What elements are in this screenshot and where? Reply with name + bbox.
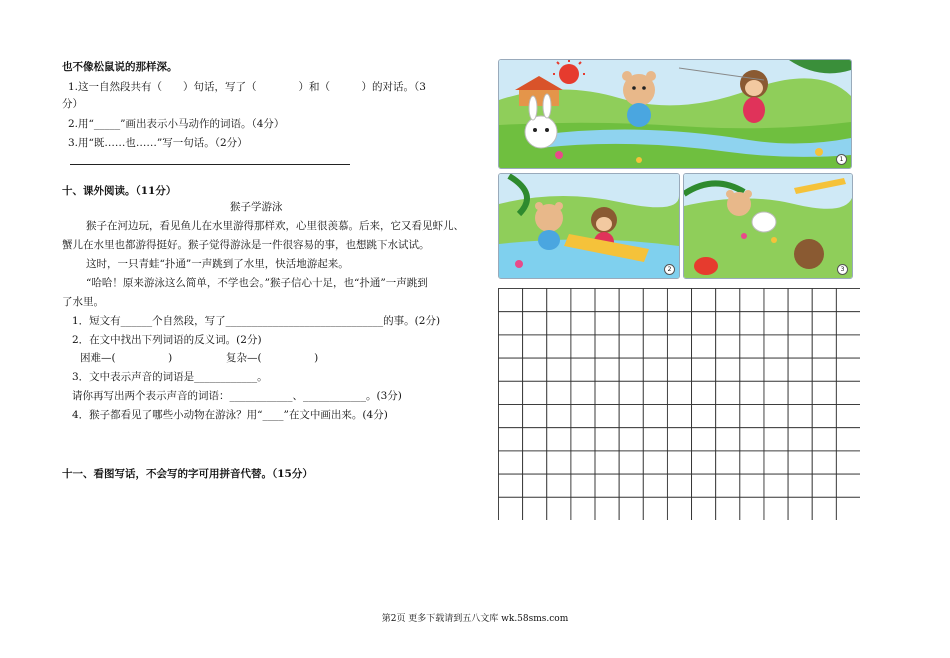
grid-cell[interactable]: [716, 358, 740, 381]
grid-cell[interactable]: [523, 428, 547, 451]
grid-cell[interactable]: [499, 358, 523, 381]
section-10-heading: 十、课外阅读。（11分）: [62, 185, 177, 197]
question-3: 3.用“既……也……”写一句话。（2分）: [68, 137, 248, 149]
question-1-cont: 分）: [62, 98, 83, 110]
grid-cell[interactable]: [812, 428, 836, 451]
grid-cell[interactable]: [547, 428, 571, 451]
grid-cell[interactable]: [571, 335, 595, 358]
grid-cell[interactable]: [788, 474, 812, 497]
grid-cell[interactable]: [643, 312, 667, 335]
grid-cell[interactable]: [523, 497, 547, 520]
grid-cell[interactable]: [667, 381, 691, 404]
grid-cell[interactable]: [812, 289, 836, 312]
grid-cell[interactable]: [716, 428, 740, 451]
grid-cell[interactable]: [499, 405, 523, 428]
grid-cell[interactable]: [812, 474, 836, 497]
grid-cell[interactable]: [619, 474, 643, 497]
paragraph-1-line-1: 猴子在河边玩，看见鱼儿在水里游得那样欢，心里很羡慕。后来，它又看见虾儿、: [86, 220, 464, 232]
paragraph-2: 这时，一只青蛙“扑通”一声跳到了水里，快活地游起来。: [86, 258, 349, 270]
reading-question-3: 3．文中表示声音的词语是____________。: [72, 371, 268, 383]
grid-cell[interactable]: [571, 381, 595, 404]
grid-cell[interactable]: [523, 474, 547, 497]
grid-cell[interactable]: [499, 312, 523, 335]
grid-cell[interactable]: [812, 358, 836, 381]
grid-cell[interactable]: [716, 451, 740, 474]
grid-cell[interactable]: [643, 289, 667, 312]
writing-grid[interactable]: [498, 288, 860, 520]
grid-cell[interactable]: [571, 289, 595, 312]
grid-cell[interactable]: [523, 312, 547, 335]
grid-cell[interactable]: [595, 381, 619, 404]
page-footer: 第2页 更多下载请到五八文库 wk.58sms.com: [381, 614, 569, 624]
grid-cell[interactable]: [764, 289, 788, 312]
grid-cell[interactable]: [619, 381, 643, 404]
grid-cell[interactable]: [764, 451, 788, 474]
grid-cell[interactable]: [571, 312, 595, 335]
grid-cell[interactable]: [547, 451, 571, 474]
grid-cell[interactable]: [547, 474, 571, 497]
grid-cell[interactable]: [499, 451, 523, 474]
grid-cell[interactable]: [571, 474, 595, 497]
grid-cell[interactable]: [716, 289, 740, 312]
grid-cell[interactable]: [499, 428, 523, 451]
grid-cell[interactable]: [499, 381, 523, 404]
grid-cell[interactable]: [788, 428, 812, 451]
grid-cell[interactable]: [788, 381, 812, 404]
grid-cell[interactable]: [619, 358, 643, 381]
grid-cell[interactable]: [740, 451, 764, 474]
grid-cell[interactable]: [716, 405, 740, 428]
grid-cell[interactable]: [788, 497, 812, 520]
grid-cell[interactable]: [595, 405, 619, 428]
grid-cell[interactable]: [740, 428, 764, 451]
reading-question-4: 4．猴子都看见了哪些小动物在游泳？用“____”在文中画出来。(4分): [72, 409, 388, 421]
picture-number-3: 3: [837, 264, 848, 275]
picture-2: [498, 173, 680, 279]
picture-1: [498, 59, 852, 169]
grid-cell[interactable]: [692, 381, 716, 404]
grid-cell[interactable]: [836, 358, 860, 381]
grid-cell[interactable]: [667, 474, 691, 497]
grid-cell[interactable]: [643, 451, 667, 474]
grid-cell[interactable]: [740, 497, 764, 520]
grid-cell[interactable]: [764, 312, 788, 335]
grid-cell[interactable]: [692, 451, 716, 474]
grid-cell[interactable]: [692, 405, 716, 428]
section-11-heading: 十一、看图写话，不会写的字可用拼音代替。（15分）: [62, 468, 313, 480]
reading-title: 猴子学游泳: [230, 201, 283, 213]
picture-3: [683, 173, 853, 279]
paragraph-1-line-2: 蟹儿在水里也都游得挺好。猴子觉得游泳是一件很容易的事，也想跳下水试试。: [62, 239, 430, 251]
grid-cell[interactable]: [523, 451, 547, 474]
grid-cell[interactable]: [667, 451, 691, 474]
grid-cell[interactable]: [692, 474, 716, 497]
question-1: 1.这一自然段共有（ ）句话，写了（ ）和（ ）的对话。（3: [68, 81, 426, 93]
paragraph-3-line-1: “哈哈！原来游泳这么简单，不学也会。”猴子信心十足，也“扑通”一声跳到: [86, 277, 428, 289]
grid-cell[interactable]: [523, 381, 547, 404]
grid-cell[interactable]: [764, 335, 788, 358]
grid-cell[interactable]: [740, 335, 764, 358]
grid-cell[interactable]: [836, 405, 860, 428]
grid-cell[interactable]: [788, 335, 812, 358]
grid-cell[interactable]: [523, 289, 547, 312]
grid-cell[interactable]: [764, 428, 788, 451]
grid-cell[interactable]: [571, 497, 595, 520]
passage-end-line: 也不像松鼠说的那样深。: [62, 61, 178, 73]
grid-cell[interactable]: [716, 497, 740, 520]
grid-cell[interactable]: [619, 335, 643, 358]
grid-cell[interactable]: [812, 405, 836, 428]
grid-cell[interactable]: [595, 289, 619, 312]
grid-cell[interactable]: [547, 335, 571, 358]
grid-cell[interactable]: [595, 358, 619, 381]
grid-cell[interactable]: [571, 405, 595, 428]
grid-cell[interactable]: [764, 381, 788, 404]
grid-cell[interactable]: [547, 289, 571, 312]
question-2: 2.用“_____”画出表示小马动作的词语。（4分）: [68, 118, 285, 130]
grid-cell[interactable]: [812, 335, 836, 358]
grid-cell[interactable]: [716, 335, 740, 358]
grid-cell[interactable]: [643, 428, 667, 451]
grid-cell[interactable]: [740, 289, 764, 312]
grid-cell[interactable]: [619, 312, 643, 335]
grid-cell[interactable]: [595, 335, 619, 358]
grid-cell[interactable]: [740, 381, 764, 404]
antonym-2: 复杂—( ): [226, 352, 319, 364]
grid-cell[interactable]: [692, 289, 716, 312]
grid-cell[interactable]: [836, 289, 860, 312]
paragraph-3-line-2: 了水里。: [62, 296, 104, 308]
grid-cell[interactable]: [764, 497, 788, 520]
grid-cell[interactable]: [716, 381, 740, 404]
grid-cell[interactable]: [595, 428, 619, 451]
grid-cell[interactable]: [547, 405, 571, 428]
grid-cell[interactable]: [667, 335, 691, 358]
grid-cell[interactable]: [812, 497, 836, 520]
grid-cell[interactable]: [692, 497, 716, 520]
grid-cell[interactable]: [643, 497, 667, 520]
antonym-1: 困难—( ): [80, 352, 173, 364]
grid-cell[interactable]: [619, 289, 643, 312]
grid-cell[interactable]: [740, 474, 764, 497]
grid-cell[interactable]: [788, 405, 812, 428]
grid-cell[interactable]: [547, 312, 571, 335]
grid-cell[interactable]: [788, 289, 812, 312]
grid-cell[interactable]: [764, 358, 788, 381]
grid-cell[interactable]: [595, 474, 619, 497]
grid-cell[interactable]: [499, 474, 523, 497]
grid-cell[interactable]: [667, 289, 691, 312]
grid-cell[interactable]: [692, 358, 716, 381]
grid-cell[interactable]: [764, 474, 788, 497]
grid-cell[interactable]: [812, 381, 836, 404]
grid-cell[interactable]: [667, 358, 691, 381]
grid-cell[interactable]: [619, 451, 643, 474]
grid-cell[interactable]: [643, 474, 667, 497]
grid-cell[interactable]: [812, 451, 836, 474]
grid-cell[interactable]: [595, 497, 619, 520]
grid-cell[interactable]: [667, 497, 691, 520]
grid-cell[interactable]: [788, 312, 812, 335]
grid-cell[interactable]: [523, 358, 547, 381]
grid-cell[interactable]: [667, 428, 691, 451]
grid-cell[interactable]: [595, 312, 619, 335]
picture-number-1: 1: [836, 154, 847, 165]
reading-question-2: 2．在文中找出下列词语的反义词。(2分): [72, 334, 262, 346]
grid-cell[interactable]: [571, 358, 595, 381]
grid-cell[interactable]: [740, 312, 764, 335]
grid-cell[interactable]: [667, 405, 691, 428]
picture-number-2: 2: [664, 264, 675, 275]
grid-cell[interactable]: [692, 335, 716, 358]
grid-cell[interactable]: [571, 428, 595, 451]
grid-cell[interactable]: [499, 335, 523, 358]
grid-cell[interactable]: [740, 358, 764, 381]
grid-cell[interactable]: [523, 335, 547, 358]
grid-cell[interactable]: [836, 428, 860, 451]
grid-cell[interactable]: [643, 381, 667, 404]
grid-cell[interactable]: [788, 451, 812, 474]
grid-cell[interactable]: [836, 451, 860, 474]
grid-cell[interactable]: [499, 289, 523, 312]
grid-cell[interactable]: [619, 428, 643, 451]
answer-line[interactable]: [70, 164, 350, 165]
grid-cell[interactable]: [619, 497, 643, 520]
reading-question-3-cont: 请你再写出两个表示声音的词语：____________、____________。(3分): [72, 390, 402, 402]
grid-cell[interactable]: [571, 451, 595, 474]
grid-cell[interactable]: [764, 405, 788, 428]
grid-cell[interactable]: [716, 474, 740, 497]
grid-cell[interactable]: [836, 474, 860, 497]
grid-cell[interactable]: [812, 312, 836, 335]
grid-cell[interactable]: [788, 358, 812, 381]
grid-cell[interactable]: [547, 358, 571, 381]
grid-cell[interactable]: [836, 497, 860, 520]
grid-cell[interactable]: [547, 381, 571, 404]
grid-cell[interactable]: [643, 405, 667, 428]
grid-cell[interactable]: [716, 312, 740, 335]
grid-cell[interactable]: [836, 381, 860, 404]
grid-cell[interactable]: [692, 312, 716, 335]
grid-cell[interactable]: [667, 312, 691, 335]
grid-cell[interactable]: [740, 405, 764, 428]
grid-cell[interactable]: [595, 451, 619, 474]
grid-cell[interactable]: [692, 428, 716, 451]
reading-question-1: 1．短文有______个自然段，写了______________________________的事。(2分): [72, 315, 441, 327]
grid-cell[interactable]: [643, 335, 667, 358]
grid-cell[interactable]: [499, 497, 523, 520]
grid-cell[interactable]: [547, 497, 571, 520]
grid-cell[interactable]: [836, 335, 860, 358]
grid-cell[interactable]: [836, 312, 860, 335]
grid-cell[interactable]: [619, 405, 643, 428]
grid-cell[interactable]: [523, 405, 547, 428]
grid-cell[interactable]: [643, 358, 667, 381]
